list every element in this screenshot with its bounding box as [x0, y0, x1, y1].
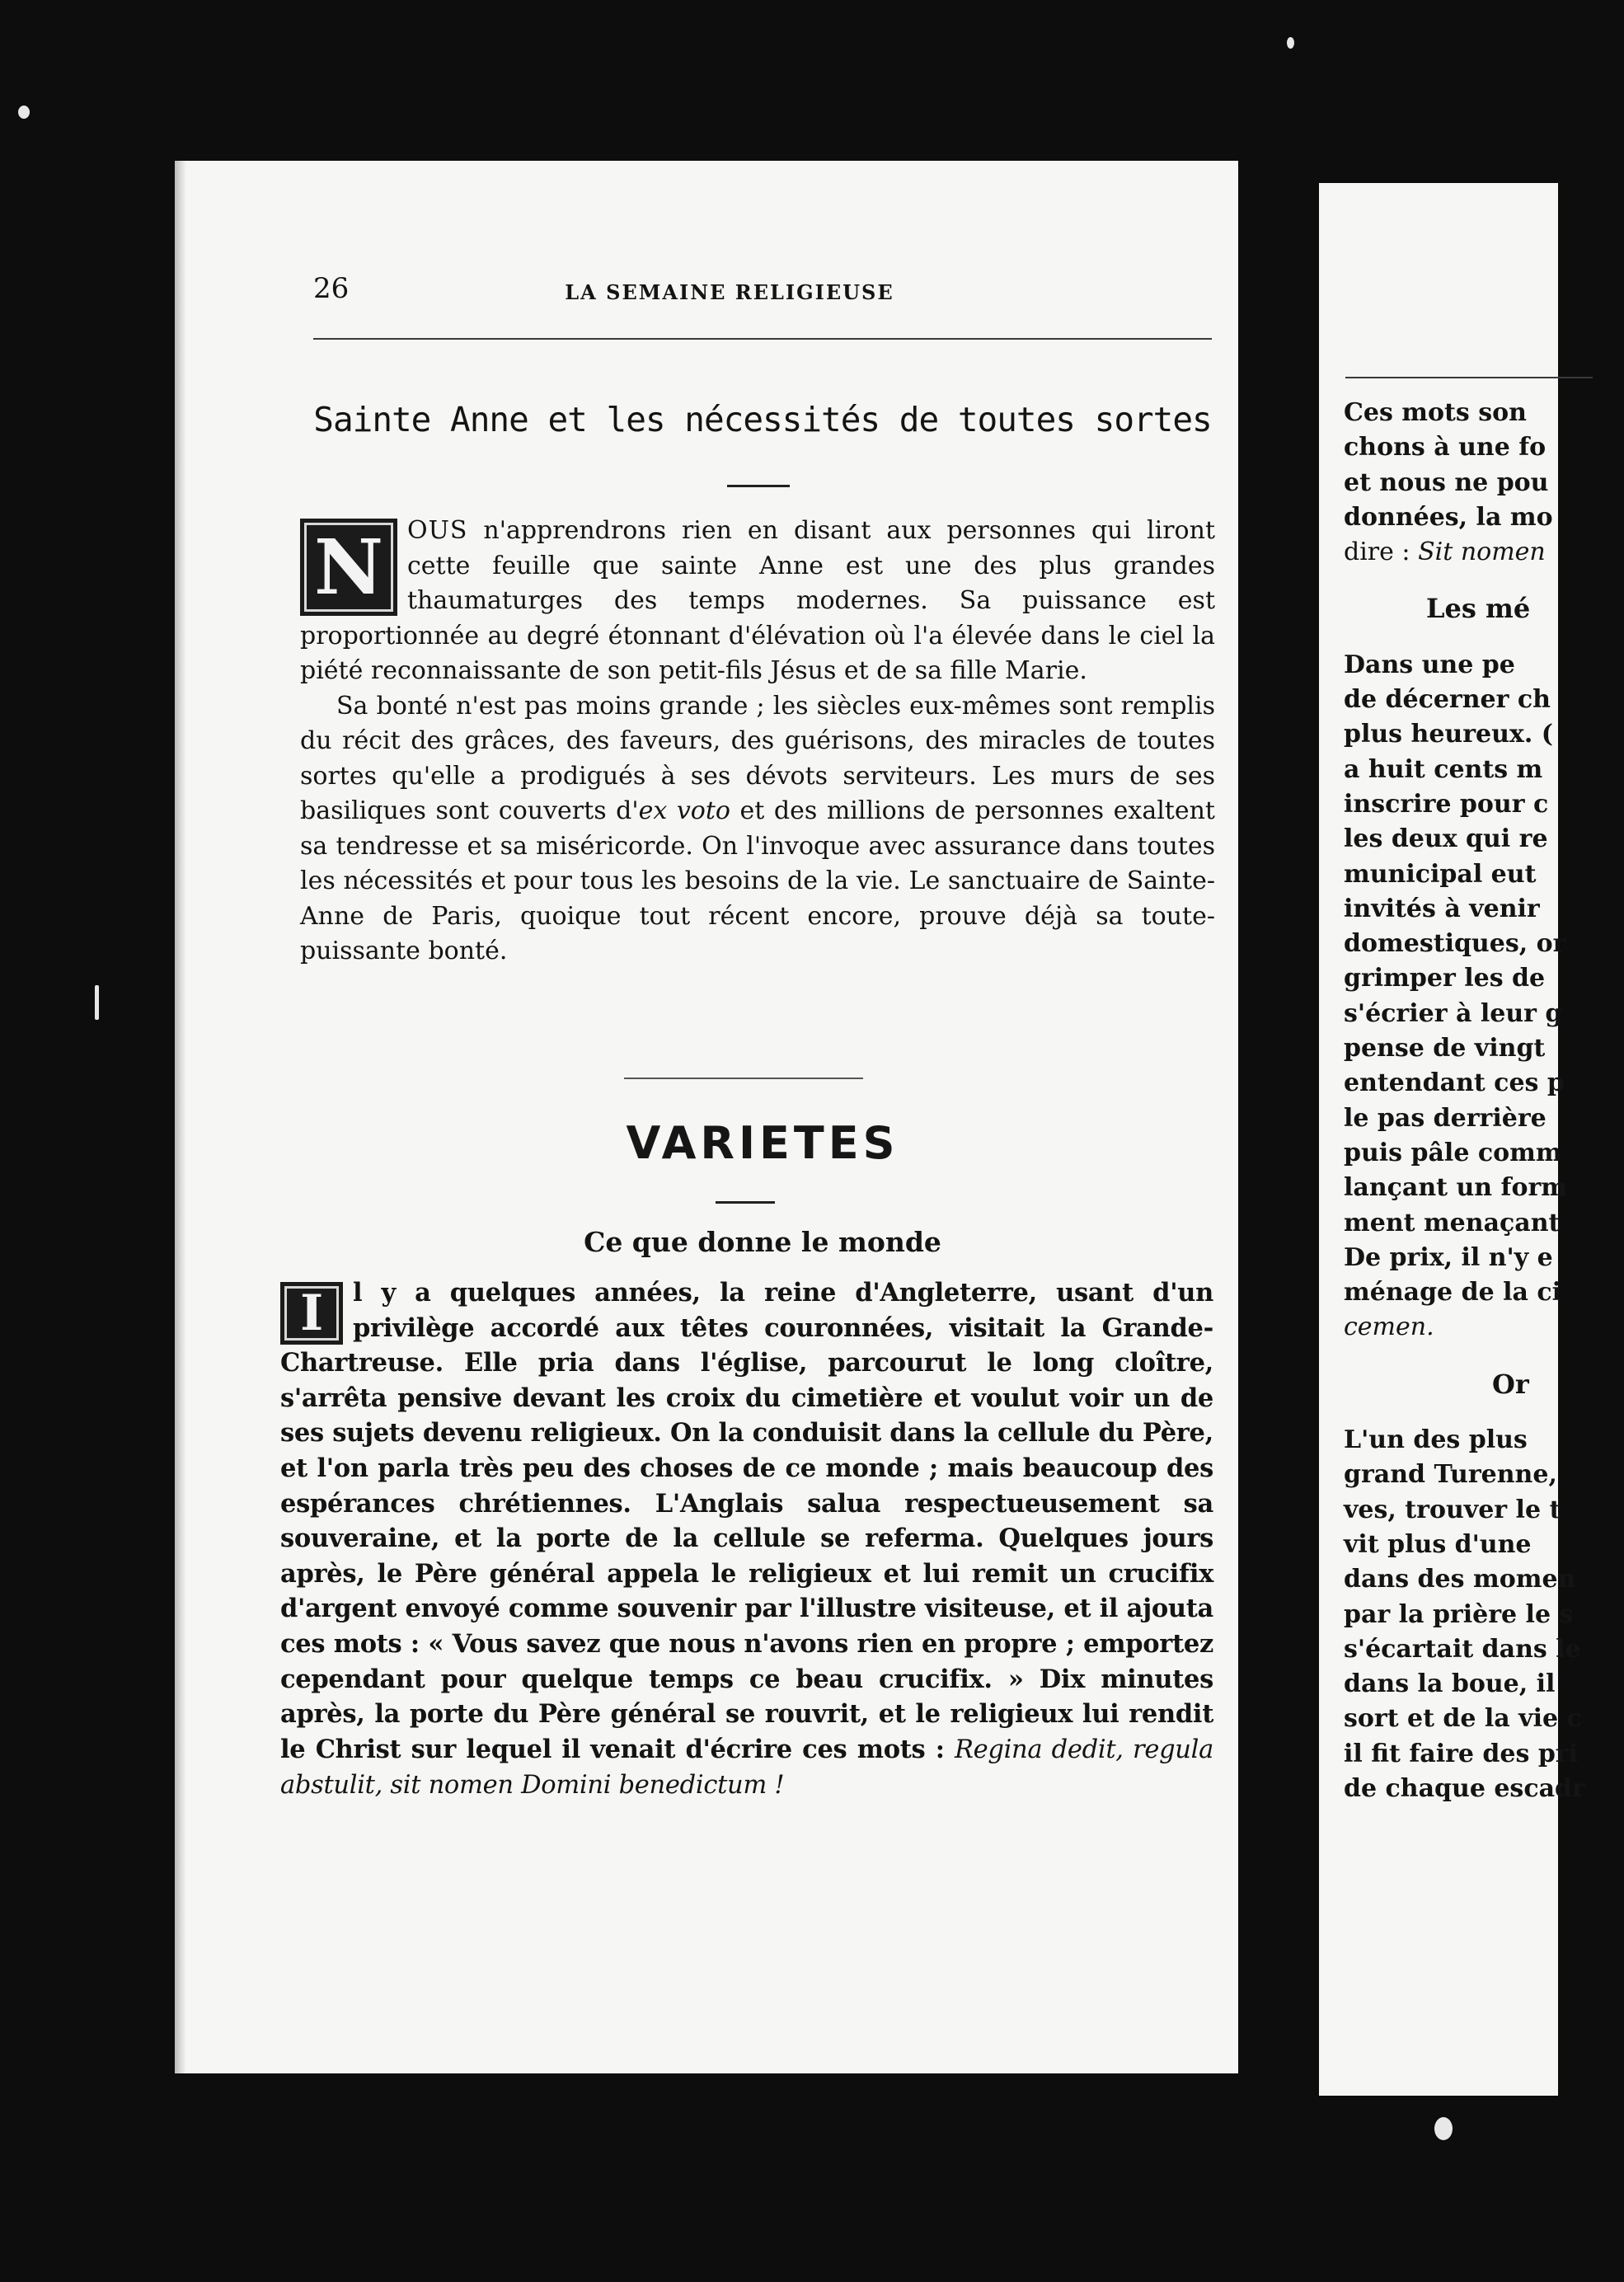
- section-title-rule: [716, 1201, 775, 1204]
- text-line: il fit faire des pri: [1344, 1739, 1579, 1768]
- text-line: plus heureux. (: [1344, 720, 1553, 749]
- ornamental-initial-i: I: [280, 1282, 343, 1345]
- title-rule: [727, 485, 790, 487]
- article-title: Sainte Anne et les nécessités de toutes sortes: [313, 400, 1212, 439]
- text-line: inscrire pour c: [1344, 789, 1549, 819]
- text-line: pense de vingt: [1344, 1034, 1546, 1064]
- paragraph-text: Sa bonté n'est pas moins grande ; les siècles eux-mêmes sont remplis du récit des grâces, des faveurs, des guérisons, des miracles de toutes sortes qu'elle a prodigués à ses dévots serviteurs. Les murs de ses basiliques sont couverts d': [300, 691, 1215, 825]
- right-page: [1319, 183, 1585, 2096]
- text-line: L'un des plus: [1344, 1425, 1528, 1455]
- page-edge-shadow: [175, 161, 186, 2073]
- text-line: De prix, il n'y e: [1344, 1242, 1553, 1272]
- spacer: [1344, 1345, 1624, 1367]
- text-line: lançant un form: [1344, 1173, 1567, 1203]
- dust-speck: [95, 985, 99, 1020]
- text-line: Dans une pe: [1344, 650, 1515, 679]
- section-heading: Les mé: [1426, 593, 1531, 625]
- paragraph-text: et des millions de personnes exaltent sa tendresse et sa miséricorde. On l'invoque avec assurance dans toutes les nécessités et pour tous les besoins de la vie. Le sanctuaire de Sainte-Anne de Paris, quoique tout récent encore, prouve déjà sa toute-puissante bonté.: [300, 796, 1215, 965]
- text-line: de décerner ch: [1344, 685, 1551, 715]
- dust-speck: [1287, 37, 1294, 49]
- text-line: ves, trouver le t: [1344, 1495, 1561, 1524]
- text-line: a huit cents m: [1344, 754, 1543, 784]
- page-number: 26: [313, 272, 350, 305]
- text-line: dans des momen: [1344, 1565, 1576, 1594]
- italic-text: ex voto: [638, 796, 730, 825]
- text-line: [1344, 535, 1624, 570]
- section-heading: Or: [1492, 1368, 1529, 1400]
- text-line: dans la boue, il: [1344, 1669, 1556, 1699]
- text-line: puis pâle comm: [1344, 1138, 1562, 1167]
- paragraph: [280, 1275, 1213, 1804]
- dust-speck: [18, 106, 30, 119]
- article-title: Ce que donne le monde: [584, 1226, 941, 1258]
- italic-text: Sit nomen: [1418, 538, 1546, 567]
- text-line: domestiques, or: [1344, 929, 1566, 959]
- text-line: données, la mo: [1344, 502, 1553, 532]
- text-line: et nous ne pou: [1344, 467, 1549, 497]
- text-line: entendant ces p: [1344, 1068, 1565, 1098]
- header-rule: [313, 338, 1212, 340]
- ornamental-initial-n: N: [300, 519, 397, 616]
- section-divider: [624, 1078, 863, 1079]
- text-line: sort et de la vie c: [1344, 1704, 1582, 1734]
- dust-speck: [1434, 2117, 1453, 2140]
- article-body: [300, 514, 1215, 970]
- header-rule: [1345, 377, 1593, 378]
- text-line: s'écartait dans le: [1344, 1634, 1581, 1664]
- italic-text: cemen.: [1344, 1312, 1434, 1342]
- text-line: grimper les de: [1344, 964, 1546, 993]
- right-page-text: [1344, 396, 1624, 1806]
- text-line: invités à venir: [1344, 894, 1540, 923]
- text-line: ménage de la ci: [1344, 1278, 1562, 1308]
- paragraph-text: n'apprendrons rien en disant aux personnes qui liront cette feuille que sainte Anne est une des plus grandes thaumaturges des temps modernes. Sa puissance est proportionnée au degré étonnant d'élévation où l'a élevée dans le ciel la piété reconnaissante de son petit-fils Jésus et de sa fille Marie.: [300, 516, 1215, 685]
- italic-text: Regina dedit, regula abstulit, sit nomen Domini benedictum !: [280, 1735, 1213, 1801]
- paragraph-text: l y a quelques années, la reine d'Angleterre, usant d'un privilège accordé aux têtes couronnées, visitait la Grande-Chartreuse. Elle pria dans l'église, parcourut le long cloître, s'arrêta pensive devant les croix du cimetière et voulut voir un de ses sujets devenu religieux. On la conduisit dans la cellule du Père, et l'on parla très peu des choses de ce monde ; mais beaucoup des espérances chrétiennes. L'Anglais salua respectueusement sa souveraine, et la porte de la cellule se referma. Quelques jours après, le Père général appela le religieux et lui remit un crucifix d'argent envoyé comme souvenir par l'illustre visiteuse, et il ajouta ces mots : « Vous savez que nous n'avons rien en propre ; emportez cependant pour quelque temps ce beau crucifix. » Dix minutes après, la porte du Père général se rouvrit, et le religieux lui rendit le Christ sur lequel il venait d'écrire ces mots :: [280, 1278, 1213, 1764]
- section-title: VARIETES: [626, 1117, 899, 1169]
- text-line: le pas derrière: [1344, 1103, 1547, 1133]
- text-line: vit plus d'une: [1344, 1529, 1532, 1559]
- spacer: [1344, 570, 1624, 591]
- text-line: par la prière le s: [1344, 1599, 1574, 1629]
- paragraph: [300, 514, 1215, 689]
- journal-title: LA SEMAINE RELIGIEUSE: [565, 280, 894, 304]
- first-word: OUS: [407, 516, 468, 545]
- text-line: Ces mots son: [1344, 398, 1527, 427]
- text-line: de chaque escadr: [1344, 1773, 1585, 1803]
- spacer: [1344, 1402, 1624, 1423]
- text-line: grand Turenne,: [1344, 1460, 1557, 1490]
- text-line: ment menaçant: [1344, 1208, 1561, 1237]
- paragraph: [300, 689, 1215, 970]
- left-page: [175, 161, 1238, 2073]
- text-fragment: dire :: [1344, 538, 1419, 567]
- text-line: les deux qui re: [1344, 824, 1548, 854]
- article-body: [280, 1275, 1213, 1804]
- spacer: [1344, 627, 1624, 648]
- text-line: municipal eut: [1344, 859, 1537, 889]
- text-line: s'écrier à leur g: [1344, 998, 1563, 1028]
- running-head: [313, 272, 1146, 305]
- text-line: chons à une fo: [1344, 433, 1547, 463]
